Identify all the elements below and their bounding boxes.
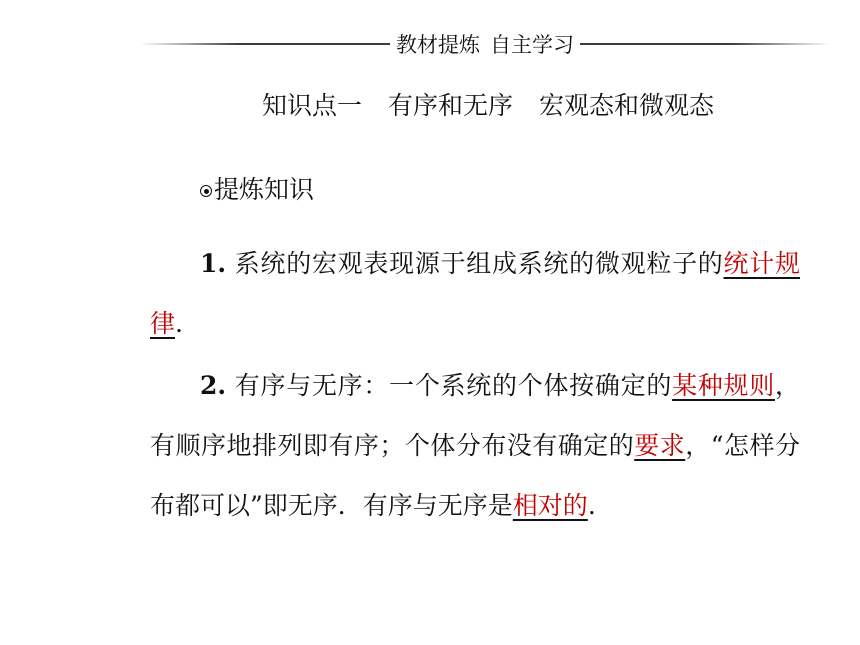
point-1-number: 1. <box>200 249 227 278</box>
title-part-2: 有序和无序 <box>388 91 514 120</box>
point-2-answer-1: 某种规则 <box>672 371 775 400</box>
subheading <box>200 170 314 206</box>
header-title-right: 自主学习 <box>490 33 574 57</box>
header-rule-left <box>140 43 390 45</box>
target-bullet-icon <box>200 185 212 197</box>
point-2-answer-3: 相对的 <box>512 491 588 520</box>
point-2-text-b: ，有顺序地排列即有序；个体分布没有确定的 <box>150 371 800 460</box>
point-2-answer-2: 要求 <box>634 431 686 460</box>
title-part-3: 宏观态和微观态 <box>539 91 715 120</box>
point-2-end: . <box>587 491 596 520</box>
header-title <box>390 29 580 59</box>
section-header <box>140 28 830 60</box>
point-1 <box>150 234 800 354</box>
point-1-text: 系统的宏观表现源于组成系统的微观粒子的 <box>234 249 724 278</box>
point-1-end: . <box>175 309 183 338</box>
point-2-text-a: 有序与无序：一个系统的个体按确定的 <box>234 371 673 400</box>
point-2-text-c: ，“怎样分布都可以”即无序．有序与无序是 <box>150 431 800 520</box>
subheading-label: 提炼知识 <box>214 175 315 204</box>
point-2 <box>150 356 800 536</box>
title-part-1: 知识点一 <box>262 91 363 120</box>
header-rule-right <box>580 43 830 45</box>
page-title <box>262 86 714 122</box>
point-1-answer-1: 统计规律 <box>150 249 800 338</box>
header-title-left: 教材提炼 <box>396 33 480 57</box>
point-2-number: 2. <box>200 371 227 400</box>
